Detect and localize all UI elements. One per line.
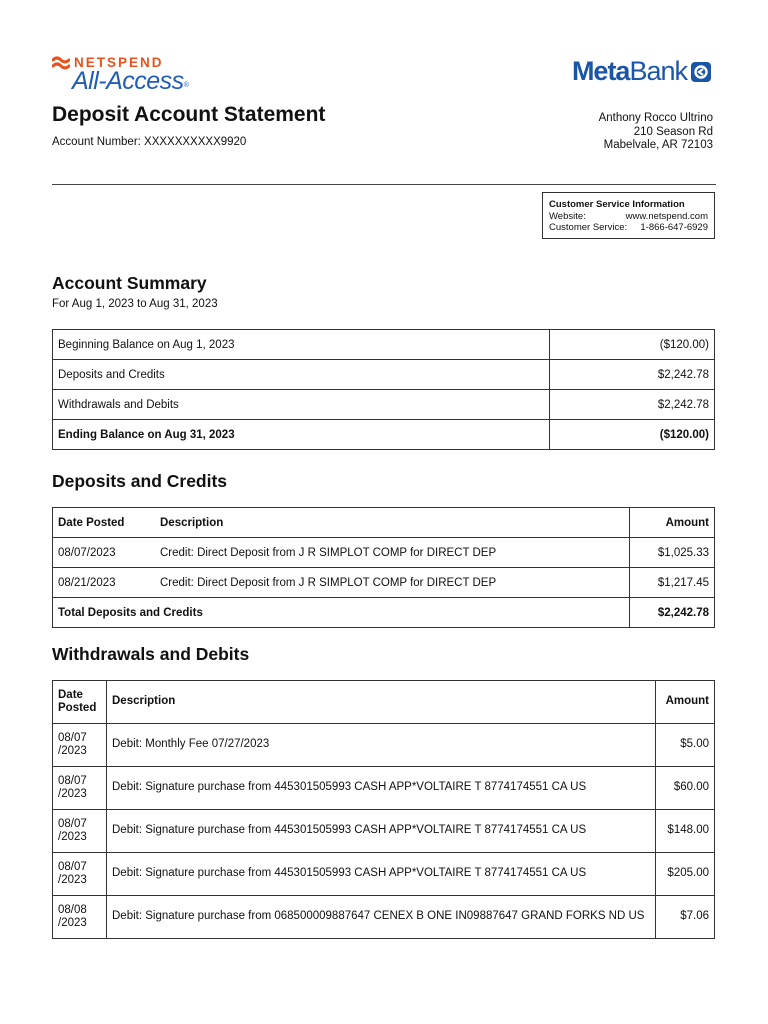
website-label: Website: — [549, 210, 586, 222]
deposits-table — [52, 507, 715, 628]
table-row: Ending Balance on Aug 31, 2023 ($120.00) — [53, 420, 715, 450]
address-street: 210 Season Rd — [633, 125, 713, 138]
table-row: 08/21/2023 Credit: Direct Deposit from J R SIMPLOT COMP for DIRECT DEP $1,217.45 — [53, 568, 715, 598]
table-row: 08/07 /2023 Debit: Signature purchase from 445301505993 CASH APP*VOLTAIRE T 8774174551 CA US $60.00 — [53, 767, 715, 810]
metabank-logo: MetaBank — [572, 56, 712, 87]
all-access-wordmark: All-Access® — [72, 67, 189, 95]
metabank-mark-icon — [690, 61, 712, 83]
deposits-heading: Deposits and Credits — [52, 471, 228, 491]
header-divider — [52, 184, 716, 185]
table-row: 08/08 /2023 Debit: Signature purchase from 068500009887647 CENEX B ONE IN09887647 GRAND FORKS ND US $7.06 — [53, 896, 715, 939]
withdrawals-heading: Withdrawals and Debits — [52, 644, 250, 664]
address-name: Anthony Rocco Ultrino — [598, 112, 713, 124]
netspend-mark-icon — [52, 56, 70, 70]
table-row: 08/07 /2023 Debit: Signature purchase from 445301505993 CASH APP*VOLTAIRE T 8774174551 CA US $148.00 — [53, 810, 715, 853]
table-row: 08/07 /2023 Debit: Signature purchase from 445301505993 CASH APP*VOLTAIRE T 8774174551 CA US $205.00 — [53, 853, 715, 896]
table-row: 08/07/2023 Credit: Direct Deposit from J R SIMPLOT COMP for DIRECT DEP $1,025.33 — [53, 538, 715, 568]
account-number: Account Number: XXXXXXXXXX9920 — [52, 136, 247, 148]
phone-label: Customer Service: — [549, 222, 628, 233]
website-link[interactable]: www.netspend.com — [625, 210, 708, 222]
table-row: 08/07 /2023 Debit: Monthly Fee 07/27/2023 $5.00 — [53, 724, 715, 767]
withdrawals-table — [52, 680, 715, 939]
account-summary-heading: Account Summary — [52, 273, 207, 293]
netspend-logo — [52, 55, 188, 96]
account-summary-table — [52, 329, 715, 450]
netspend-wordmark: NETSPEND — [74, 55, 164, 70]
page-title: Deposit Account Statement — [52, 103, 326, 126]
table-row: Deposits and Credits $2,242.78 — [53, 360, 715, 390]
customer-service-box — [542, 192, 715, 239]
table-row: Withdrawals and Debits $2,242.78 — [53, 390, 715, 420]
customer-service-title: Customer Service Information — [549, 199, 685, 210]
summary-period: For Aug 1, 2023 to Aug 31, 2023 — [52, 298, 218, 310]
table-total-row: Total Deposits and Credits $2,242.78 — [53, 598, 715, 628]
table-row: Beginning Balance on Aug 1, 2023 ($120.00) — [53, 330, 715, 360]
address-city: Mabelvale, AR 72103 — [603, 139, 713, 151]
mailing-address — [599, 112, 713, 153]
phone-number[interactable]: 1-866-647-6929 — [640, 222, 708, 233]
table-header-row: Date Posted Description Amount — [53, 681, 715, 724]
table-header-row: Date Posted Description Amount — [53, 508, 715, 538]
